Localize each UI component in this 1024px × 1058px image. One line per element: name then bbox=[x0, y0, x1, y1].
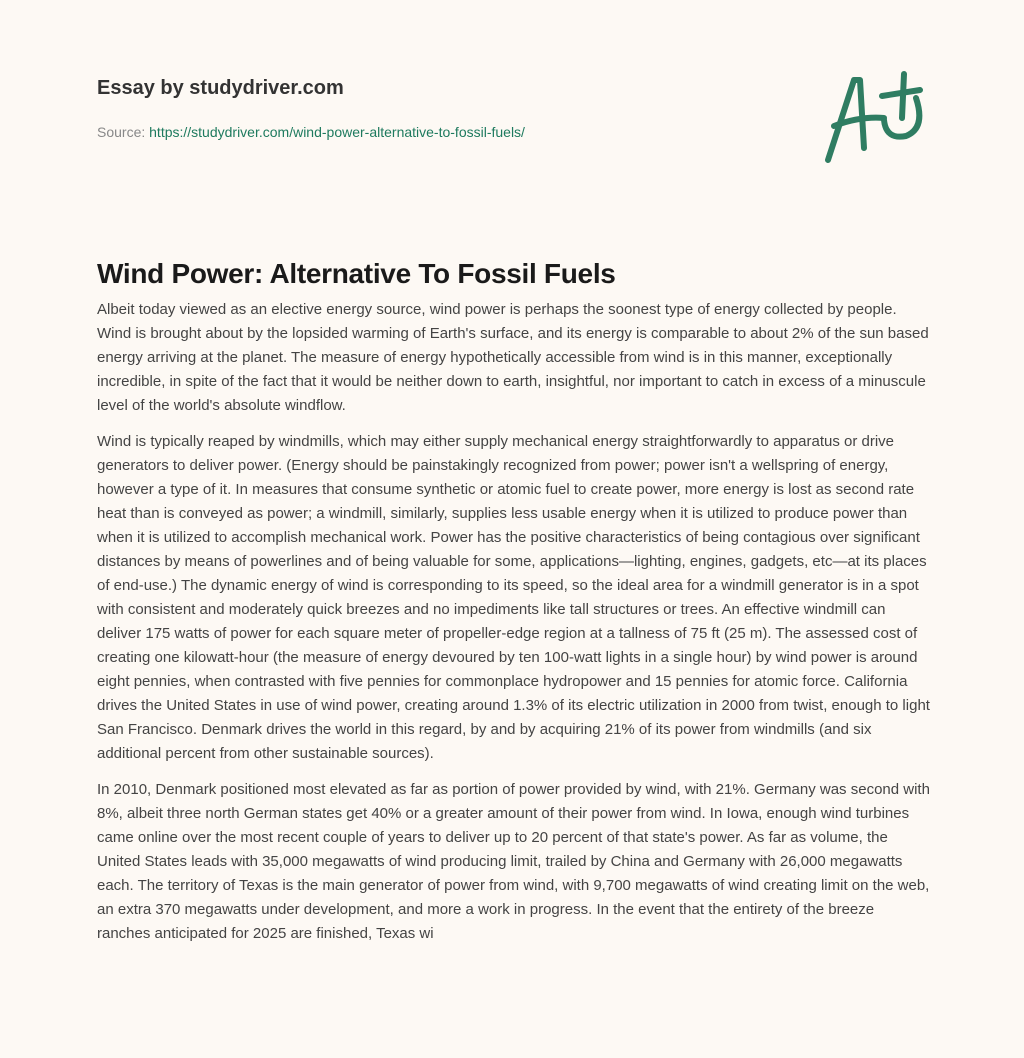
article-body bbox=[97, 298, 931, 958]
paragraph: Wind is typically reaped by windmills, which may either supply mechanical energy straightforwardly to apparatus or drive generators to deliver power. (Energy should be painstakingly recognized from power; power isn't a wellspring of energy, however a type of it. In measures that consume synthetic or atomic fuel to create power, more energy is lost as second rate heat than is conveyed as power; a windmill, similarly, supplies less usable energy when it is utilized to produce power than when it is utilized to accomplish mechanical work. Power has the positive characteristics of being contagious over significant distances by means of powerlines and of being valuable for some, applications—lighting, engines, gadgets, etc—at its places of end-use.) The dynamic energy of wind is corresponding to its speed, so the ideal area for a windmill generator is in a spot with consistent and moderately quick breezes and no impediments like tall structures or trees. An effective windmill can deliver 175 watts of power for each square meter of propeller-edge region at a tallness of 75 ft (25 m). The assessed cost of creating one kilowatt-hour (the measure of energy devoured by ten 100-watt lights in a single hour) by wind power is around eight pennies, when contrasted with five pennies for commonplace hydropower and 15 pennies for atomic force. California drives the United States in use of wind power, creating around 1.3% of its electric utilization in 2000 from twist, enough to light San Francisco. Denmark drives the world in this regard, by and by acquiring 21% of its power from windmills (and six additional percent from other sustainable sources). bbox=[97, 433, 930, 762]
article-title: Wind Power: Alternative To Fossil Fuels bbox=[97, 258, 616, 289]
paragraph: In 2010, Denmark positioned most elevated as far as portion of power provided by wind, with 21%. Germany was second with 8%, albeit three north German states get 40% or a greater amount of their power from wind. In Iowa, enough wind turbines came online over the most recent couple of years to deliver up to 20 percent of that state's power. As far as volume, the United States leads with 35,000 megawatts of wind producing limit, trailed by China and Germany with 26,000 megawatts each. The territory of Texas is the main generator of power from wind, with 9,700 megawatts of wind creating limit on the web, an extra 370 megawatts under development, and more a work in progress. In the event that the entirety of the breeze ranches anticipated for 2025 are finished, Texas wi bbox=[97, 781, 930, 942]
a-plus-logo-icon bbox=[820, 68, 930, 168]
source-link[interactable]: https://studydriver.com/wind-power-alternative-to-fossil-fuels/ bbox=[149, 124, 525, 140]
source-line bbox=[97, 124, 525, 140]
paragraph: Albeit today viewed as an elective energy source, wind power is perhaps the soonest type of energy collected by people. Wind is brought about by the lopsided warming of Earth's surface, and its energy is comparable to about 2% of the sun based energy arriving at the planet. The measure of energy hypothetically accessible from wind is in this manner, exceptionally incredible, in spite of the fact that it would be neither down to earth, insightful, nor important to catch in excess of a minuscule level of the world's absolute windflow. bbox=[97, 301, 929, 414]
source-label: Source: bbox=[97, 124, 146, 140]
site-header-title: Essay by studydriver.com bbox=[97, 77, 344, 99]
